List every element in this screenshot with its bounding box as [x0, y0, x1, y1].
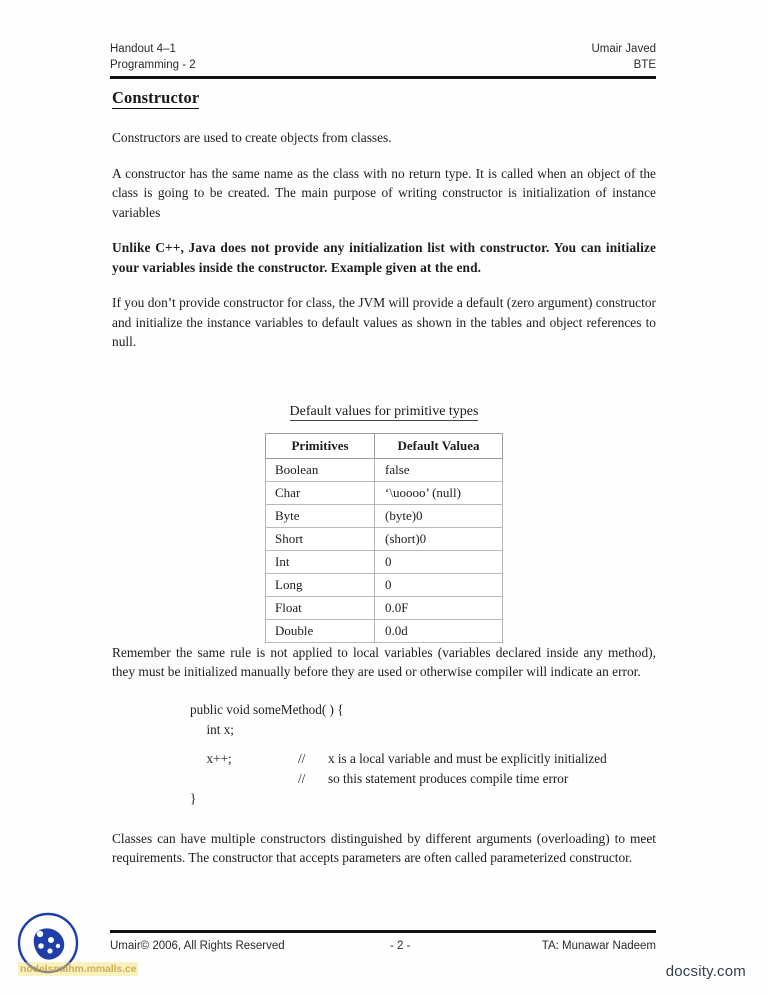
code-comment: so this statement produces compile time error [328, 770, 569, 786]
cell-primitive: Int [266, 550, 375, 573]
paragraph-overloading: Classes can have multiple constructors distinguished by different arguments (overloading) to meet requirements. The constructor that accepts parameters are often called parameterized constructor. [112, 830, 656, 865]
cell-primitive: Byte [266, 504, 375, 527]
table-row [266, 596, 503, 619]
table-row [266, 504, 503, 527]
header-text-block [110, 42, 656, 73]
table-row [266, 458, 503, 481]
code-line-comment-2 [190, 769, 656, 789]
code-statement-empty [190, 769, 298, 789]
page-title-text: Constructor [112, 88, 200, 107]
paragraph-local-variables: Remember the same rule is not applied to local variables (variables declared inside any method), they must be initialized manually before they are used or otherwise compiler will indicate an error. [112, 644, 656, 679]
code-sample [112, 700, 656, 809]
paragraph-intro: Constructors are used to create objects from classes. [112, 130, 392, 145]
cell-default: ‘\uoooo’ (null) [375, 481, 503, 504]
cell-primitive: Boolean [266, 458, 375, 481]
cell-primitive: Long [266, 573, 375, 596]
document-footer [110, 930, 656, 952]
default-values-table-block [112, 404, 656, 643]
cell-primitive: Double [266, 619, 375, 642]
table-row [266, 619, 503, 642]
copyright-notice: Umair© 2006, All Rights Reserved [110, 940, 285, 952]
header-divider [110, 76, 656, 79]
cell-default: false [375, 458, 503, 481]
table-row [266, 573, 503, 596]
table-row [266, 550, 503, 573]
cell-default: 0 [375, 550, 503, 573]
paragraph-definition: A constructor has the same name as the class with no return type. It is called when an object of the class is going to be created. The main purpose of writing constructor is initialization of instance variables [112, 165, 656, 220]
author-name: Umair Javed [591, 43, 656, 55]
column-header-primitives: Primitives [266, 433, 375, 458]
docsity-brand: docsity.com [665, 963, 746, 980]
table-row [266, 527, 503, 550]
code-line-close-brace: } [190, 790, 197, 806]
program-code: BTE [633, 59, 656, 71]
scan-watermark: nodelsmahm.mmalls.ce [20, 963, 137, 975]
footer-divider [110, 930, 656, 933]
table-row [266, 481, 503, 504]
cell-default: 0 [375, 573, 503, 596]
course-name: Programming - 2 [110, 59, 196, 71]
header-line-1 [110, 42, 656, 57]
document-body [112, 88, 656, 884]
cell-default: 0.0F [375, 596, 503, 619]
cell-primitive: Char [266, 481, 375, 504]
comment-marker: // [298, 770, 306, 786]
header-line-2 [110, 58, 656, 73]
document-header [110, 42, 656, 79]
footer-text-block [110, 940, 656, 952]
teaching-assistant: TA: Munawar Nadeem [541, 940, 656, 952]
code-statement: x++; [190, 750, 232, 766]
cell-primitive: Short [266, 527, 375, 550]
cell-default: 0.0d [375, 619, 503, 642]
handout-number: Handout 4–1 [110, 43, 176, 55]
cell-primitive: Float [266, 596, 375, 619]
code-line-declaration: int x; [190, 721, 234, 737]
page-title [112, 88, 656, 108]
default-values-table [265, 433, 503, 643]
table-header-row [266, 433, 503, 458]
cell-default: (byte)0 [375, 504, 503, 527]
code-line-increment [190, 749, 656, 769]
code-line-method-signature: public void someMethod( ) { [190, 701, 344, 717]
cell-default: (short)0 [375, 527, 503, 550]
column-header-default-value: Default Valuea [375, 433, 503, 458]
code-line-blank [190, 740, 656, 749]
table-caption [290, 404, 479, 420]
page-number: - 2 - [390, 940, 411, 952]
comment-marker: // [298, 750, 306, 766]
table-caption-text: Default values for primitive types [289, 403, 479, 419]
code-comment: x is a local variable and must be explicitly initialized [328, 750, 607, 766]
paragraph-highlight: Unlike C++, Java does not provide any initialization list with constructor. You can initialize your variables inside the constructor. Example given at the end. [112, 240, 656, 275]
paragraph-default-constructor: If you don’t provide constructor for class, the JVM will provide a default (zero argument) constructor and initialize the instance variables to default values as shown in the tables and object references to null. [112, 295, 656, 349]
